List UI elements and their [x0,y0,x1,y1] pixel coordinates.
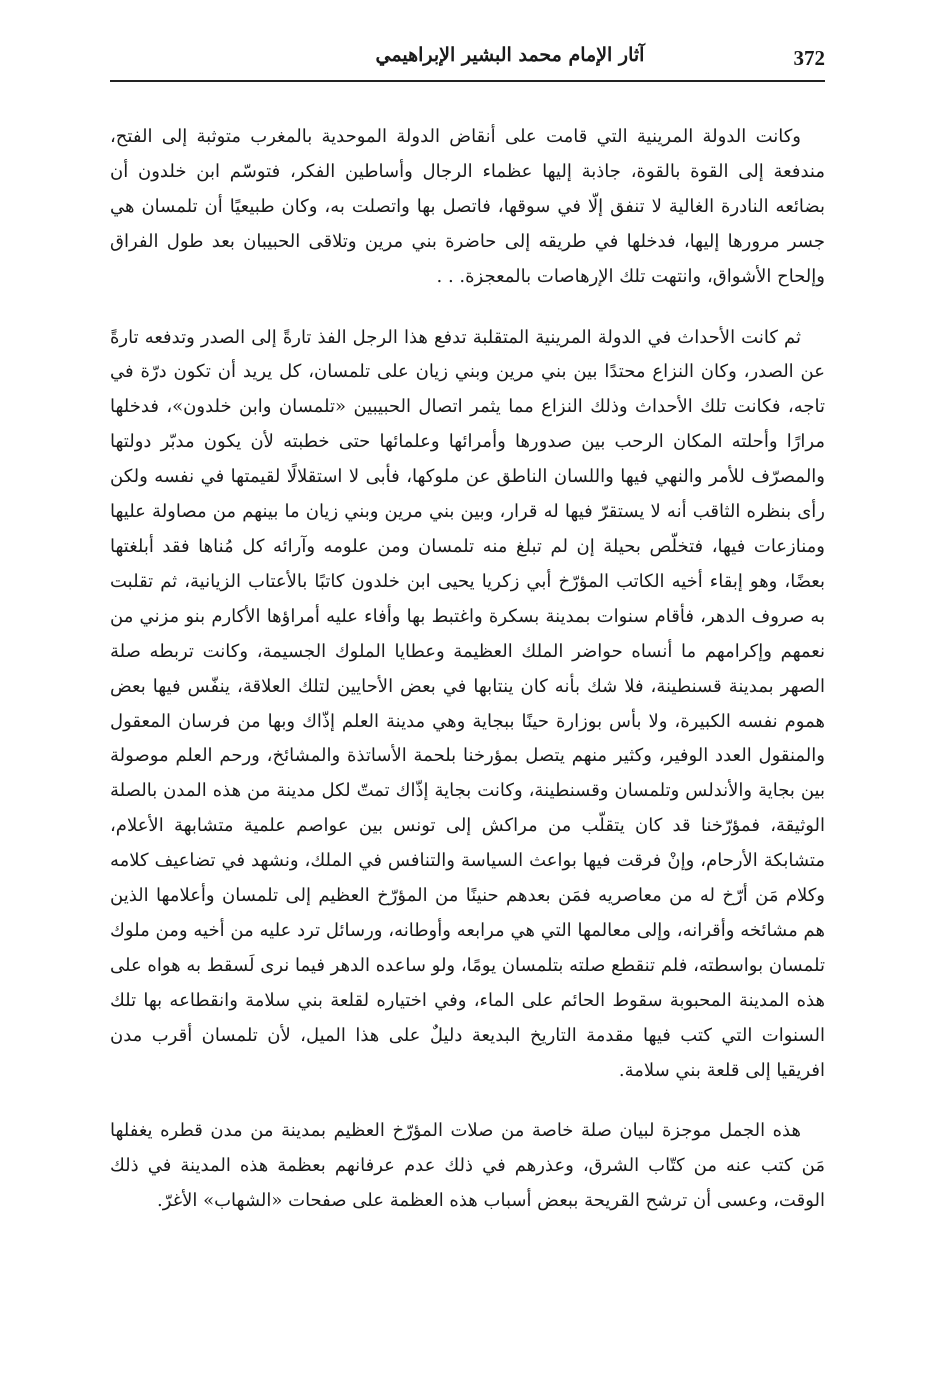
paragraph-1: وكانت الدولة المرينية التي قامت على أنقاض الدولة الموحدية بالمغرب متوثبة إلى الفتح، مندفعة إلى القوة بالقوة، جاذبة إليها عظماء الرجال وأساطين الفكر، فتوسّم ابن خلدون أن بضائعه النادرة الغالية لا تنفق إلّا في سوقها، فاتصل بها واتصلت به، وكان طبيعيًا أن تلمسان هي جسر مرورها إليها، فدخلها في طريقه إلى حاضرة بني مرين وتلاقى الحبيبان بعد طول الفراق وإلحاح الأشواق، وانتهت تلك الإرهاصات بالمعجزة. . . [110,126,825,287]
paragraph-gap [110,295,825,321]
book-title: آثار الإمام محمد البشير الإبراهيمي [375,44,645,66]
paragraph-3: هذه الجمل موجزة لبيان صلة خاصة من صلات المؤرّخ العظيم بمدينة من مدن قطره يغفلها مَن كتب عنه من كتّاب الشرق، وعذرهم في ذلك عدم عرفانهم بعظمة هذه المدينة في ذلك الوقت، وعسى أن ترشح القريحة ببعض أسباب هذه العظمة على صفحات «الشهاب» الأغرّ. [110,1120,825,1212]
running-header [110,44,825,82]
paragraph-2: ثم كانت الأحداث في الدولة المرينية المتقلبة تدفع هذا الرجل الفذ تارةً إلى الصدر وتدفعه تارةً عن الصدر، وكان النزاع محتدًا بين بني مرين وبني زيان على تلمسان، كل يريد أن تكون درّة في تاجه، فكانت تلك الأحداث وذلك النزاع مما يثمر اتصال الحبيبين «تلمسان وابن خلدون»، فدخلها مرارًا وأحلته المكان الرحب بين صدورها وأمرائها وعلمائها حتى خطبته لأن يكون مدبّر دولتها والمصرّف للأمر والنهي فيها واللسان الناطق عن ملوكها، فأبى لا استقلالًا لقيمتها في نفسه ولكن رأى بنظره الثاقب أنه لا يستقرّ فيها له قرار، وبين بني مرين وبني زيان ما بينهم من مصاولة عليها ومنازعات فيها، فتخلّص بحيلة إن لم تبلغ منه تلمسان ومن علومه وآرائه كل مُناها فقد أبلغتها بعضًا، وهو إبقاء أخيه الكاتب المؤرّخ أبي زكريا يحيى ابن خلدون كاتبًا بالأعتاب الزيانية، ثم تقلبت به صروف الدهر، فأقام سنوات بمدينة بسكرة واغتبط بها وأفاء عليه أمراؤها الأكارم بنو مزني من نعمهم وإكرامهم ما أنساه حواضر الملك العظيمة وعطايا الملوك الجسيمة، وكانت تربطه صلة الصهر بمدينة قسنطينة، فلا شك بأنه كان ينتابها في بعض الأحايين لتلك العلاقة، ينفّس فيها بعض هموم نفسه الكبيرة، ولا بأس بوزارة حينًا ببجاية وهي مدينة العلم إذّاك وبها من فرسان المعقول والمنقول العدد الوفير، وكثير منهم يتصل بمؤرخنا بلحمة الأساتذة والمشائخ، ورحم العلم موصولة بين بجاية والأندلس وتلمسان وقسنطينة، وكانت بجاية إذّاك تمتّ لكل مدينة من هذه المدن بالصلة الوثيقة، فمؤرّخنا قد كان يتقلّب من مراكش إلى تونس بين عواصم علمية متشابهة الأعلام، متشابكة الأرحام، وإنْ فرقت فيها بواعث السياسة والتنافس في الملك، ونشهد في تضاعيف كلامه وكلام مَن أرّخ له من معاصريه فمَن بعدهم حنينًا من المؤرّخ العظيم إلى تلمسان وأعلامها الذين هم مشائخه وأقرانه، وإلى معالمها التي هي مرابعه وأوطانه، ورسائل ترد عليه من أخيه ومن ملوك تلمسان بواسطته، فلم تنقطع صلته بتلمسان يومًا، ولو ساعده الدهر فيما نرى لَسقط به هواه على هذه المدينة المحبوبة سقوط الحائم على الماء، وفي اختياره لقلعة بني سلامة وانقطاعه بها تلك السنوات التي كتب فيها مقدمة التاريخ البديعة دليلٌ على هذا الميل، لأن تلمسان أقرب مدن افريقيا إلى قلعة بني سلامة. [110,326,825,1081]
paragraph-gap [110,1088,825,1114]
page-body [110,120,825,1219]
page-number: 372 [793,46,825,70]
